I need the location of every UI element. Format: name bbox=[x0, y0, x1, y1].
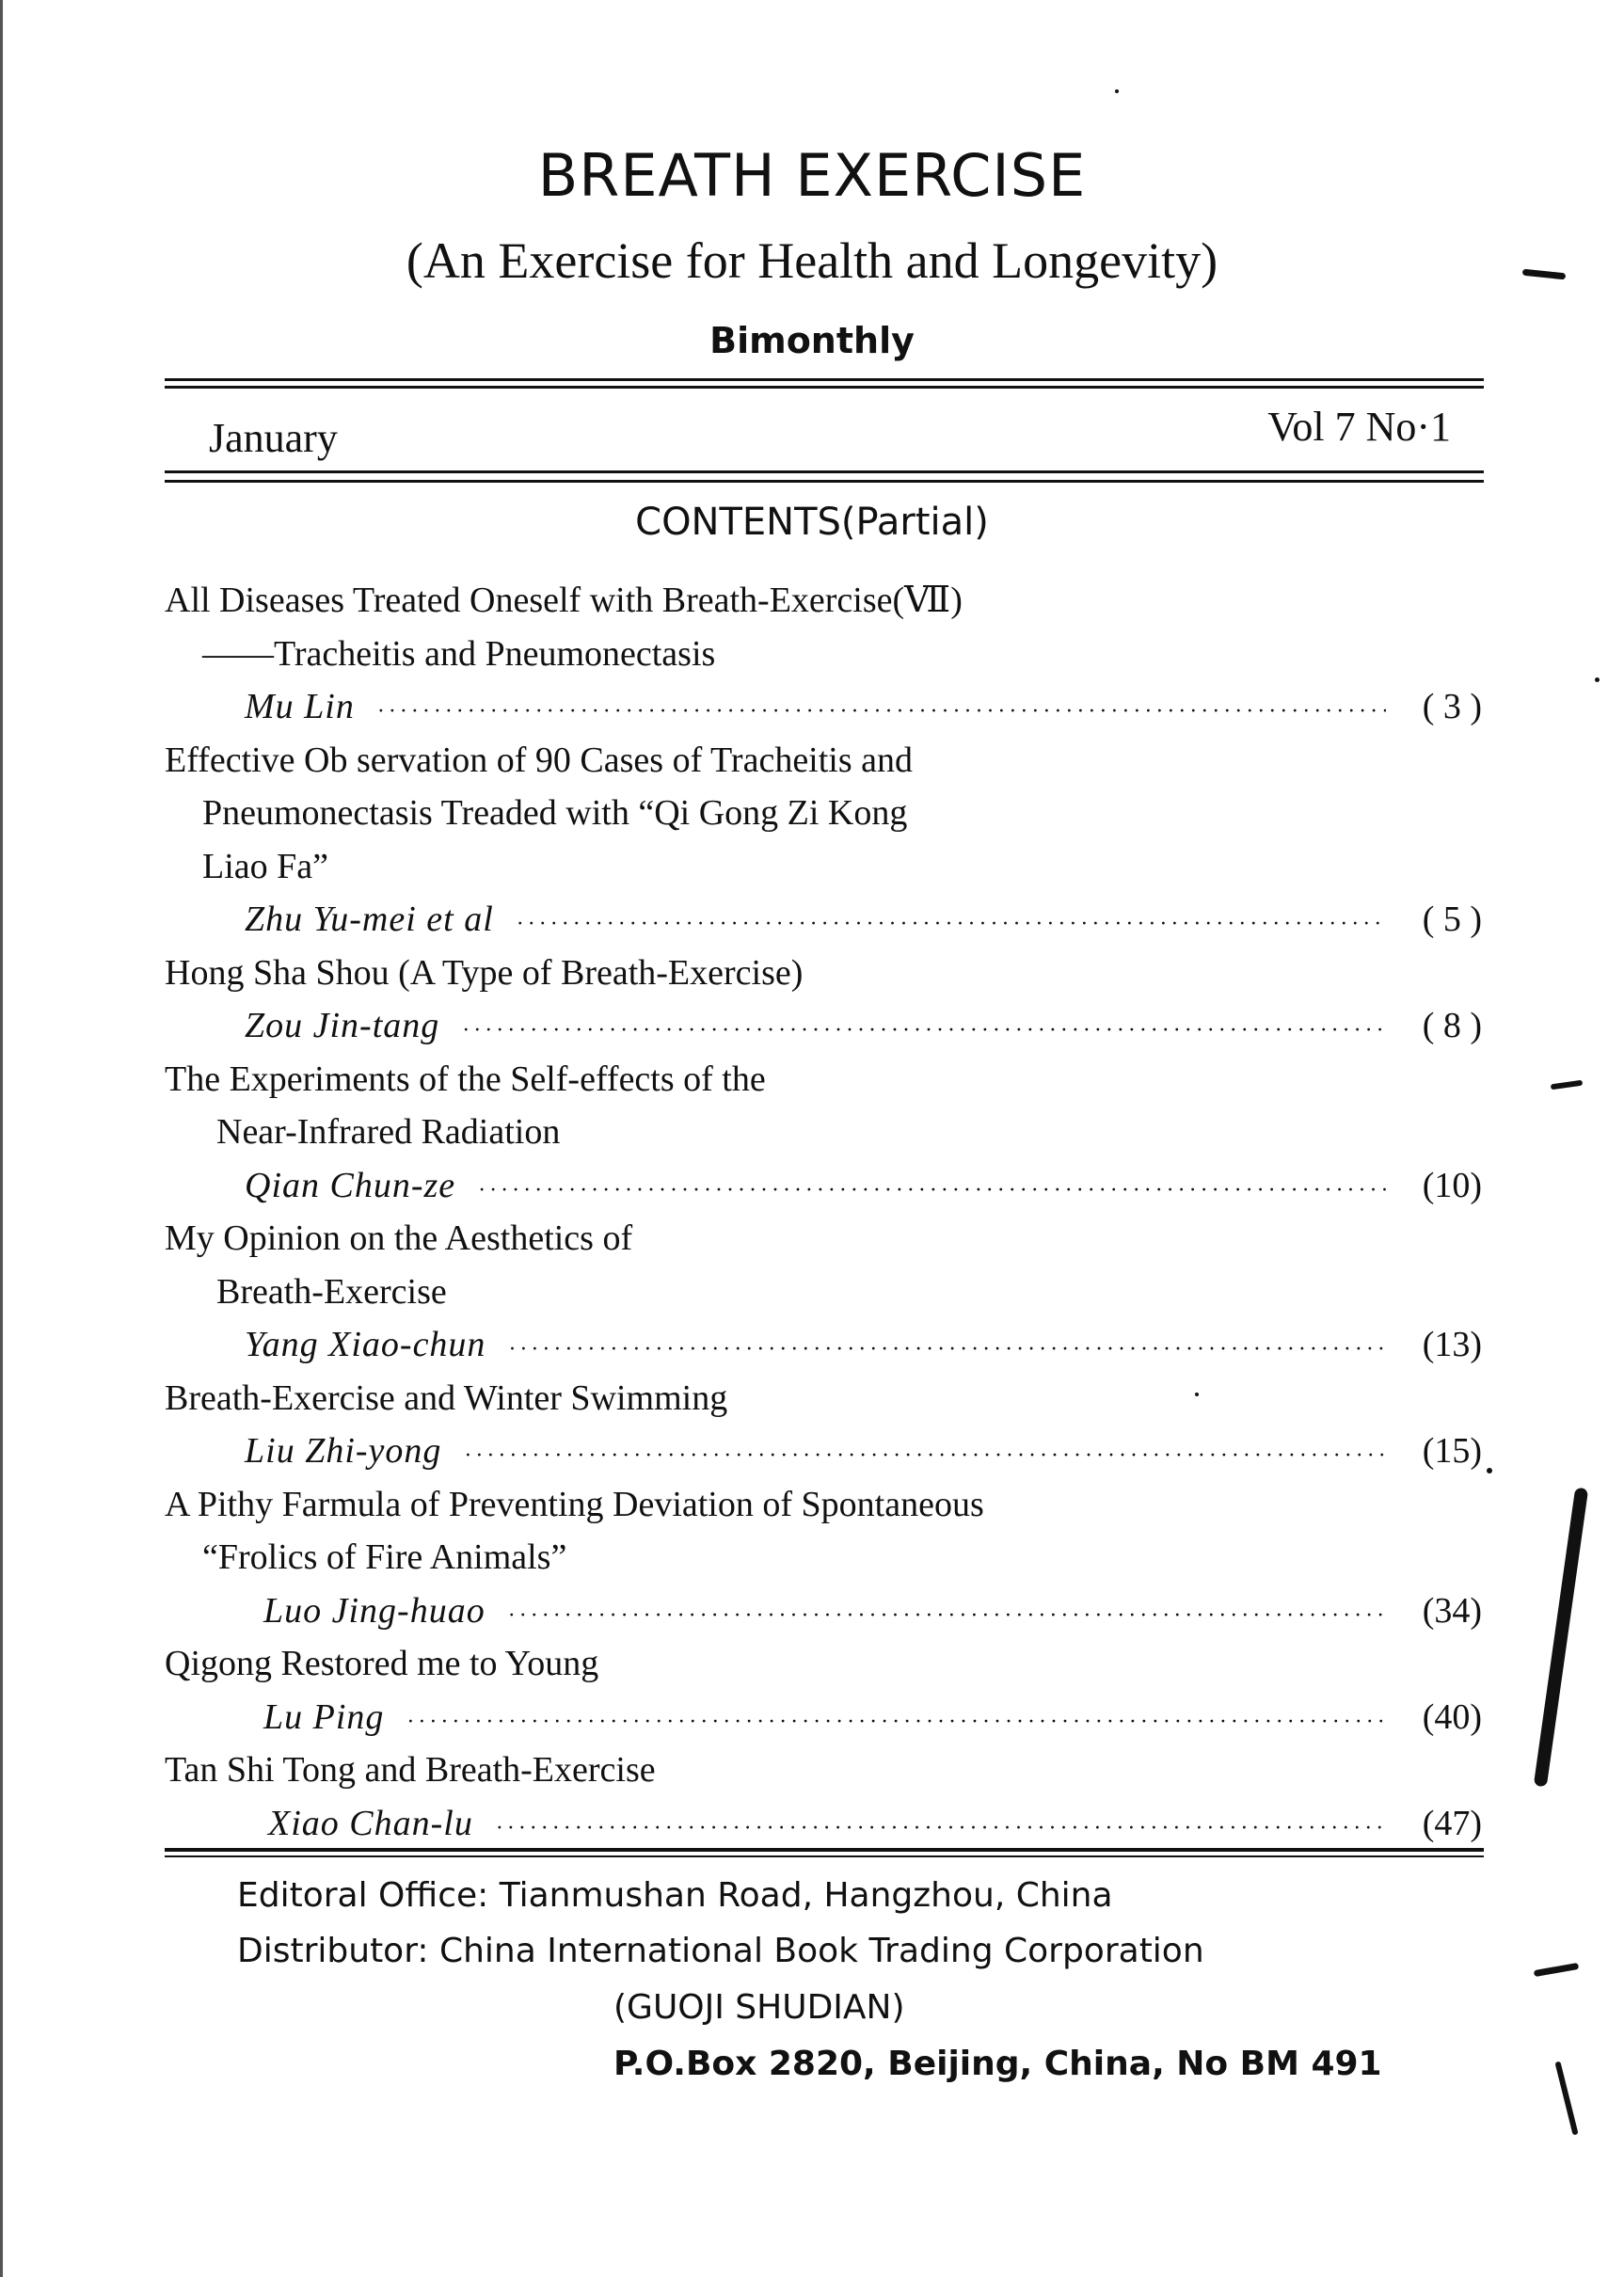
dot-leader bbox=[478, 1164, 1386, 1218]
header-rule-top bbox=[165, 378, 1484, 381]
publication-frequency: Bimonthly bbox=[709, 320, 915, 361]
toc-title-line: Effective Ob servation of 90 Cases of Tracheitis and bbox=[165, 740, 914, 780]
distributor: Distributor: China International Book Trading Corporation bbox=[237, 1932, 1204, 1970]
scan-smudge bbox=[1554, 2061, 1578, 2135]
toc-author: Liu Zhi-yong bbox=[245, 1431, 442, 1471]
dot-leader bbox=[377, 685, 1386, 739]
toc-title-line: Tan Shi Tong and Breath-Exercise bbox=[165, 1750, 656, 1790]
issue-month: January bbox=[209, 415, 338, 461]
toc-author-line bbox=[165, 1584, 1482, 1638]
toc-title-line: Hong Sha Shou (A Type of Breath-Exercise) bbox=[165, 952, 804, 993]
dot-leader bbox=[517, 898, 1386, 951]
toc-author-line bbox=[165, 1318, 1482, 1372]
toc-title-line: Qigong Restored me to Young bbox=[165, 1644, 599, 1683]
toc-page-number: (40) bbox=[1422, 1696, 1482, 1737]
scan-speck bbox=[1115, 89, 1119, 93]
toc-page-number: ( 8 ) bbox=[1422, 1006, 1482, 1045]
toc-author: Xiao Chan-lu bbox=[268, 1803, 473, 1843]
table-of-contents bbox=[165, 574, 1482, 1850]
dot-leader bbox=[406, 1696, 1386, 1749]
toc-entry[interactable] bbox=[165, 574, 1482, 734]
scan-smudge bbox=[1534, 1963, 1579, 1977]
toc-entry[interactable] bbox=[165, 1744, 1482, 1850]
toc-title-line: Liao Fa” bbox=[202, 846, 329, 886]
toc-author-line bbox=[165, 1691, 1482, 1744]
toc-page-number: (10) bbox=[1422, 1165, 1482, 1205]
toc-author: Zhu Yu-mei et al bbox=[245, 900, 494, 939]
toc-entry[interactable] bbox=[165, 1478, 1482, 1638]
dot-leader bbox=[462, 1004, 1386, 1058]
contents-rule-bottom-2 bbox=[165, 1855, 1484, 1857]
toc-author: Luo Jing-huao bbox=[263, 1590, 486, 1631]
toc-title-line: My Opinion on the Aesthetics of bbox=[165, 1218, 633, 1258]
distributor-address: P.O.Box 2820, Beijing, China, No BM 491 bbox=[613, 2045, 1382, 2083]
toc-author-line bbox=[165, 893, 1482, 947]
dot-leader bbox=[496, 1802, 1386, 1855]
toc-author: Qian Chun-ze bbox=[245, 1165, 456, 1205]
toc-title-line: ——Tracheitis and Pneumonectasis bbox=[202, 633, 716, 674]
header-rule-bottom-2 bbox=[165, 480, 1484, 483]
toc-page-number: ( 5 ) bbox=[1422, 900, 1482, 939]
scan-speck bbox=[1195, 1393, 1199, 1396]
toc-author-line bbox=[165, 999, 1482, 1053]
contents-heading: CONTENTS(Partial) bbox=[635, 501, 989, 544]
toc-entry[interactable] bbox=[165, 1212, 1482, 1372]
scan-speck bbox=[1595, 677, 1600, 682]
editorial-office: Editoral Office: Tianmushan Road, Hangzhou, China bbox=[237, 1876, 1113, 1915]
dot-leader bbox=[508, 1589, 1386, 1643]
toc-title-line: A Pithy Farmula of Preventing Deviation of Spontaneous bbox=[165, 1484, 984, 1524]
toc-page-number: (47) bbox=[1422, 1803, 1482, 1843]
toc-entry[interactable] bbox=[165, 1372, 1482, 1478]
header-rule-top-2 bbox=[165, 386, 1484, 389]
toc-title-line: Pneumonectasis Treaded with “Qi Gong Zi Kong bbox=[202, 793, 908, 833]
scan-smudge bbox=[1534, 1488, 1588, 1788]
journal-title: BREATH EXERCISE bbox=[537, 141, 1087, 210]
toc-page-number: (34) bbox=[1422, 1590, 1482, 1631]
distributor-chinese-name: (GUOJI SHUDIAN) bbox=[613, 1988, 905, 2027]
toc-author: Zou Jin-tang bbox=[245, 1006, 440, 1045]
toc-author-line bbox=[165, 680, 1482, 734]
scan-smudge bbox=[1551, 1080, 1584, 1091]
toc-page-number: ( 3 ) bbox=[1422, 687, 1482, 726]
toc-author-line bbox=[165, 1425, 1482, 1478]
toc-author-line bbox=[165, 1159, 1482, 1213]
toc-title-line: Breath-Exercise and Winter Swimming bbox=[165, 1377, 728, 1418]
dot-leader bbox=[464, 1429, 1386, 1483]
toc-title-line: All Diseases Treated Oneself with Breath-Exercise(Ⅶ) bbox=[165, 581, 963, 620]
toc-author: Lu Ping bbox=[263, 1696, 385, 1737]
issue-volume: Vol 7 No·1 bbox=[1267, 404, 1451, 450]
toc-page-number: (15) bbox=[1422, 1431, 1482, 1471]
journal-subtitle: (An Exercise for Health and Longevity) bbox=[406, 232, 1218, 289]
scan-speck bbox=[1487, 1468, 1492, 1473]
toc-title-line: Near-Infrared Radiation bbox=[216, 1112, 561, 1152]
contents-rule-bottom bbox=[165, 1848, 1484, 1852]
toc-entry[interactable] bbox=[165, 1637, 1482, 1744]
dot-leader bbox=[508, 1323, 1386, 1377]
toc-title-line: The Experiments of the Self-effects of the bbox=[165, 1059, 766, 1099]
toc-entry[interactable] bbox=[165, 1053, 1482, 1213]
toc-title-line: Breath-Exercise bbox=[216, 1271, 447, 1312]
header-rule-bottom bbox=[165, 470, 1484, 473]
toc-author: Yang Xiao-chun bbox=[245, 1325, 486, 1364]
toc-entry[interactable] bbox=[165, 947, 1482, 1053]
toc-page-number: (13) bbox=[1422, 1325, 1482, 1364]
toc-author: Mu Lin bbox=[245, 687, 355, 726]
toc-title-line: “Frolics of Fire Animals” bbox=[202, 1537, 567, 1577]
toc-entry[interactable] bbox=[165, 734, 1482, 947]
toc-author-line bbox=[165, 1797, 1482, 1851]
